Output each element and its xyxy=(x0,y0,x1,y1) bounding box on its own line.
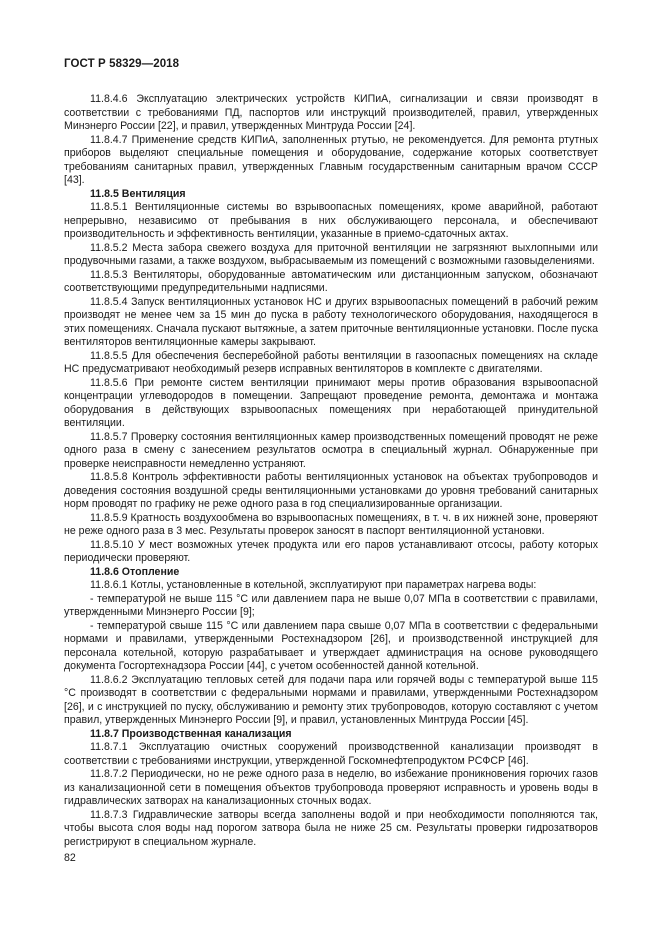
paragraph-11-8-6-2: 11.8.6.2 Эксплуатацию тепловых сетей для подачи пара или горячей воды с температурой выше 115 °С производят в соответствии с федеральными нормами и правилами, утвержденными Ростехнадзором [26], и с инструкцией по пуску, обслуживанию и ремонту этих трубопроводов, которую составляют с учетом правил, утвержденных Минэнерго России [9], и правил, установленных Минтруда России [45]. xyxy=(64,673,598,726)
section-heading-ventilation: 11.8.5 Вентиляция xyxy=(90,187,186,200)
paragraph-11-8-7-3: 11.8.7.3 Гидравлические затворы всегда заполнены водой и при необходимости пополняются так, чтобы высота слоя воды над порогом затвора была не ниже 25 см. Результаты проверки гидрозатворов регистрируют в специальном журнале. xyxy=(64,808,598,848)
paragraph-11-8-5-8: 11.8.5.8 Контроль эффективности работы вентиляционных установок на объектах трубопроводов и доведения состояния воздушной среды вентиляционными установками до уровня требований санитарных норм проводят по графику не реже одного раза в год специализированные организации. xyxy=(64,471,598,510)
paragraph-11-8-7-1: 11.8.7.1 Эксплуатацию очистных сооружений производственной канализации производят в соответствии с требованиями инструкции, утвержденной Госкомнефтепродуктом РСФСР [46]. xyxy=(64,741,598,767)
paragraph-11-8-5-6: 11.8.5.6 При ремонте систем вентиляции принимают меры против образования взрывоопасной концентрации углеводородов в помещении. Запрещают проведение ремонта, демонтажа и монтажа оборудования в действующих взрывоопасных помещениях при неработающей принудительной вентиляции. xyxy=(64,376,598,429)
paragraph-11-8-5-1: 11.8.5.1 Вентиляционные системы во взрывоопасных помещениях, кроме аварийной, работают непрерывно, независимо от пребывания в них обслуживающего персонала, и обеспечивают производительность и эффективность вентиляции, указанные в приемо-сдаточных актах. xyxy=(64,201,598,240)
document-body xyxy=(64,93,598,849)
paragraph-11-8-5-2: 11.8.5.2 Места забора свежего воздуха для приточной вентиляции не загрязняют выхлопными или продувочными газами, а также воздухом, выбрасываемым из помещений с возможными газовыделениями. xyxy=(64,241,598,267)
paragraph-11-8-5-7: 11.8.5.7 Проверку состояния вентиляционных камер производственных помещений проводят не реже одного раза в смену с занесением результатов осмотра в специальный журнал. Обнаруженные при проверке неисправности немедленно устраняют. xyxy=(64,430,598,470)
paragraph-11-8-5-4: 11.8.5.4 Запуск вентиляционных установок НС и других взрывоопасных помещений в рабочий режим производят не менее чем за 15 мин до пуска в работу технологического оборудования, находящегося в этих помещениях. Сначала пускают вытяжные, а затем приточные вентиляционные установки. После пуска вентиляторов вентиляционные камеры закрывают. xyxy=(64,295,599,348)
page-number: 82 xyxy=(64,852,76,864)
list-item-low-temp: - температурой не выше 115 °С или давлением пара не выше 0,07 МПа в соответствии с правилами, утвержденными Минэнерго России [9]; xyxy=(64,592,598,618)
document-header: ГОСТ Р 58329—2018 xyxy=(64,58,180,70)
list-item-high-temp: - температурой свыше 115 °С или давлением пара свыше 0,07 МПа в соответствии с федеральными нормами и правилами, утвержденными Ростехнадзором [26], и производственной инструкцией для персонала котельной, которую разрабатывает и утверждает администрация на основе руководящего документа Госгортехнадзора России [44], с учетом особенностей данной котельной. xyxy=(64,619,598,672)
section-heading-heating: 11.8.6 Отопление xyxy=(90,565,180,578)
paragraph-11-8-5-9: 11.8.5.9 Кратность воздухообмена во взрывоопасных помещениях, в т. ч. в их нижней зоне, проверяют не реже одного раза в 3 мес. Результаты проверок заносят в паспорт вентиляционной установки. xyxy=(64,511,598,537)
paragraph-11-8-5-3: 11.8.5.3 Вентиляторы, оборудованные автоматическим или дистанционным запуском, обозначают соответствующими предупредительными надписями. xyxy=(64,268,598,294)
paragraph-11-8-5-10: 11.8.5.10 У мест возможных утечек продукта или его паров устанавливают отсосы, работу которых периодически проверяют. xyxy=(64,538,598,564)
paragraph-11-8-6-1: 11.8.6.1 Котлы, установленные в котельной, эксплуатируют при параметрах нагрева воды: xyxy=(90,579,537,591)
paragraph-11-8-4-7: 11.8.4.7 Применение средств КИПиА, заполненных ртутью, не рекомендуется. Для ремонта ртутных приборов выделяют специальные помещения и оборудование, содержание которых соответствует требованиям санитарных правил, утвержденных Главным государственным санитарным врачом СССР [43]. xyxy=(64,133,598,186)
paragraph-11-8-7-2: 11.8.7.2 Периодически, но не реже одного раза в неделю, во избежание проникновения горючих газов из канализационной сети в помещения объектов трубопровода проверяют исправность и уровень воды в гидравлических затворах на канализационных сточных водах. xyxy=(64,768,598,807)
section-heading-sewerage: 11.8.7 Производственная канализация xyxy=(90,727,292,740)
paragraph-11-8-4-6: 11.8.4.6 Эксплуатацию электрических устройств КИПиА, сигнализации и связи производят в соответствии с требованиями ПД, паспортов или инструкций производителей, правил, утвержденных Минэнерго России [22], и правил, утвержденных Минтруда России [24]. xyxy=(64,93,598,132)
paragraph-11-8-5-5: 11.8.5.5 Для обеспечения бесперебойной работы вентиляции в газоопасных помещениях на складе НС предусматривают необходимый резерв исправных вентиляторов в комплекте с двигателями. xyxy=(64,349,598,375)
